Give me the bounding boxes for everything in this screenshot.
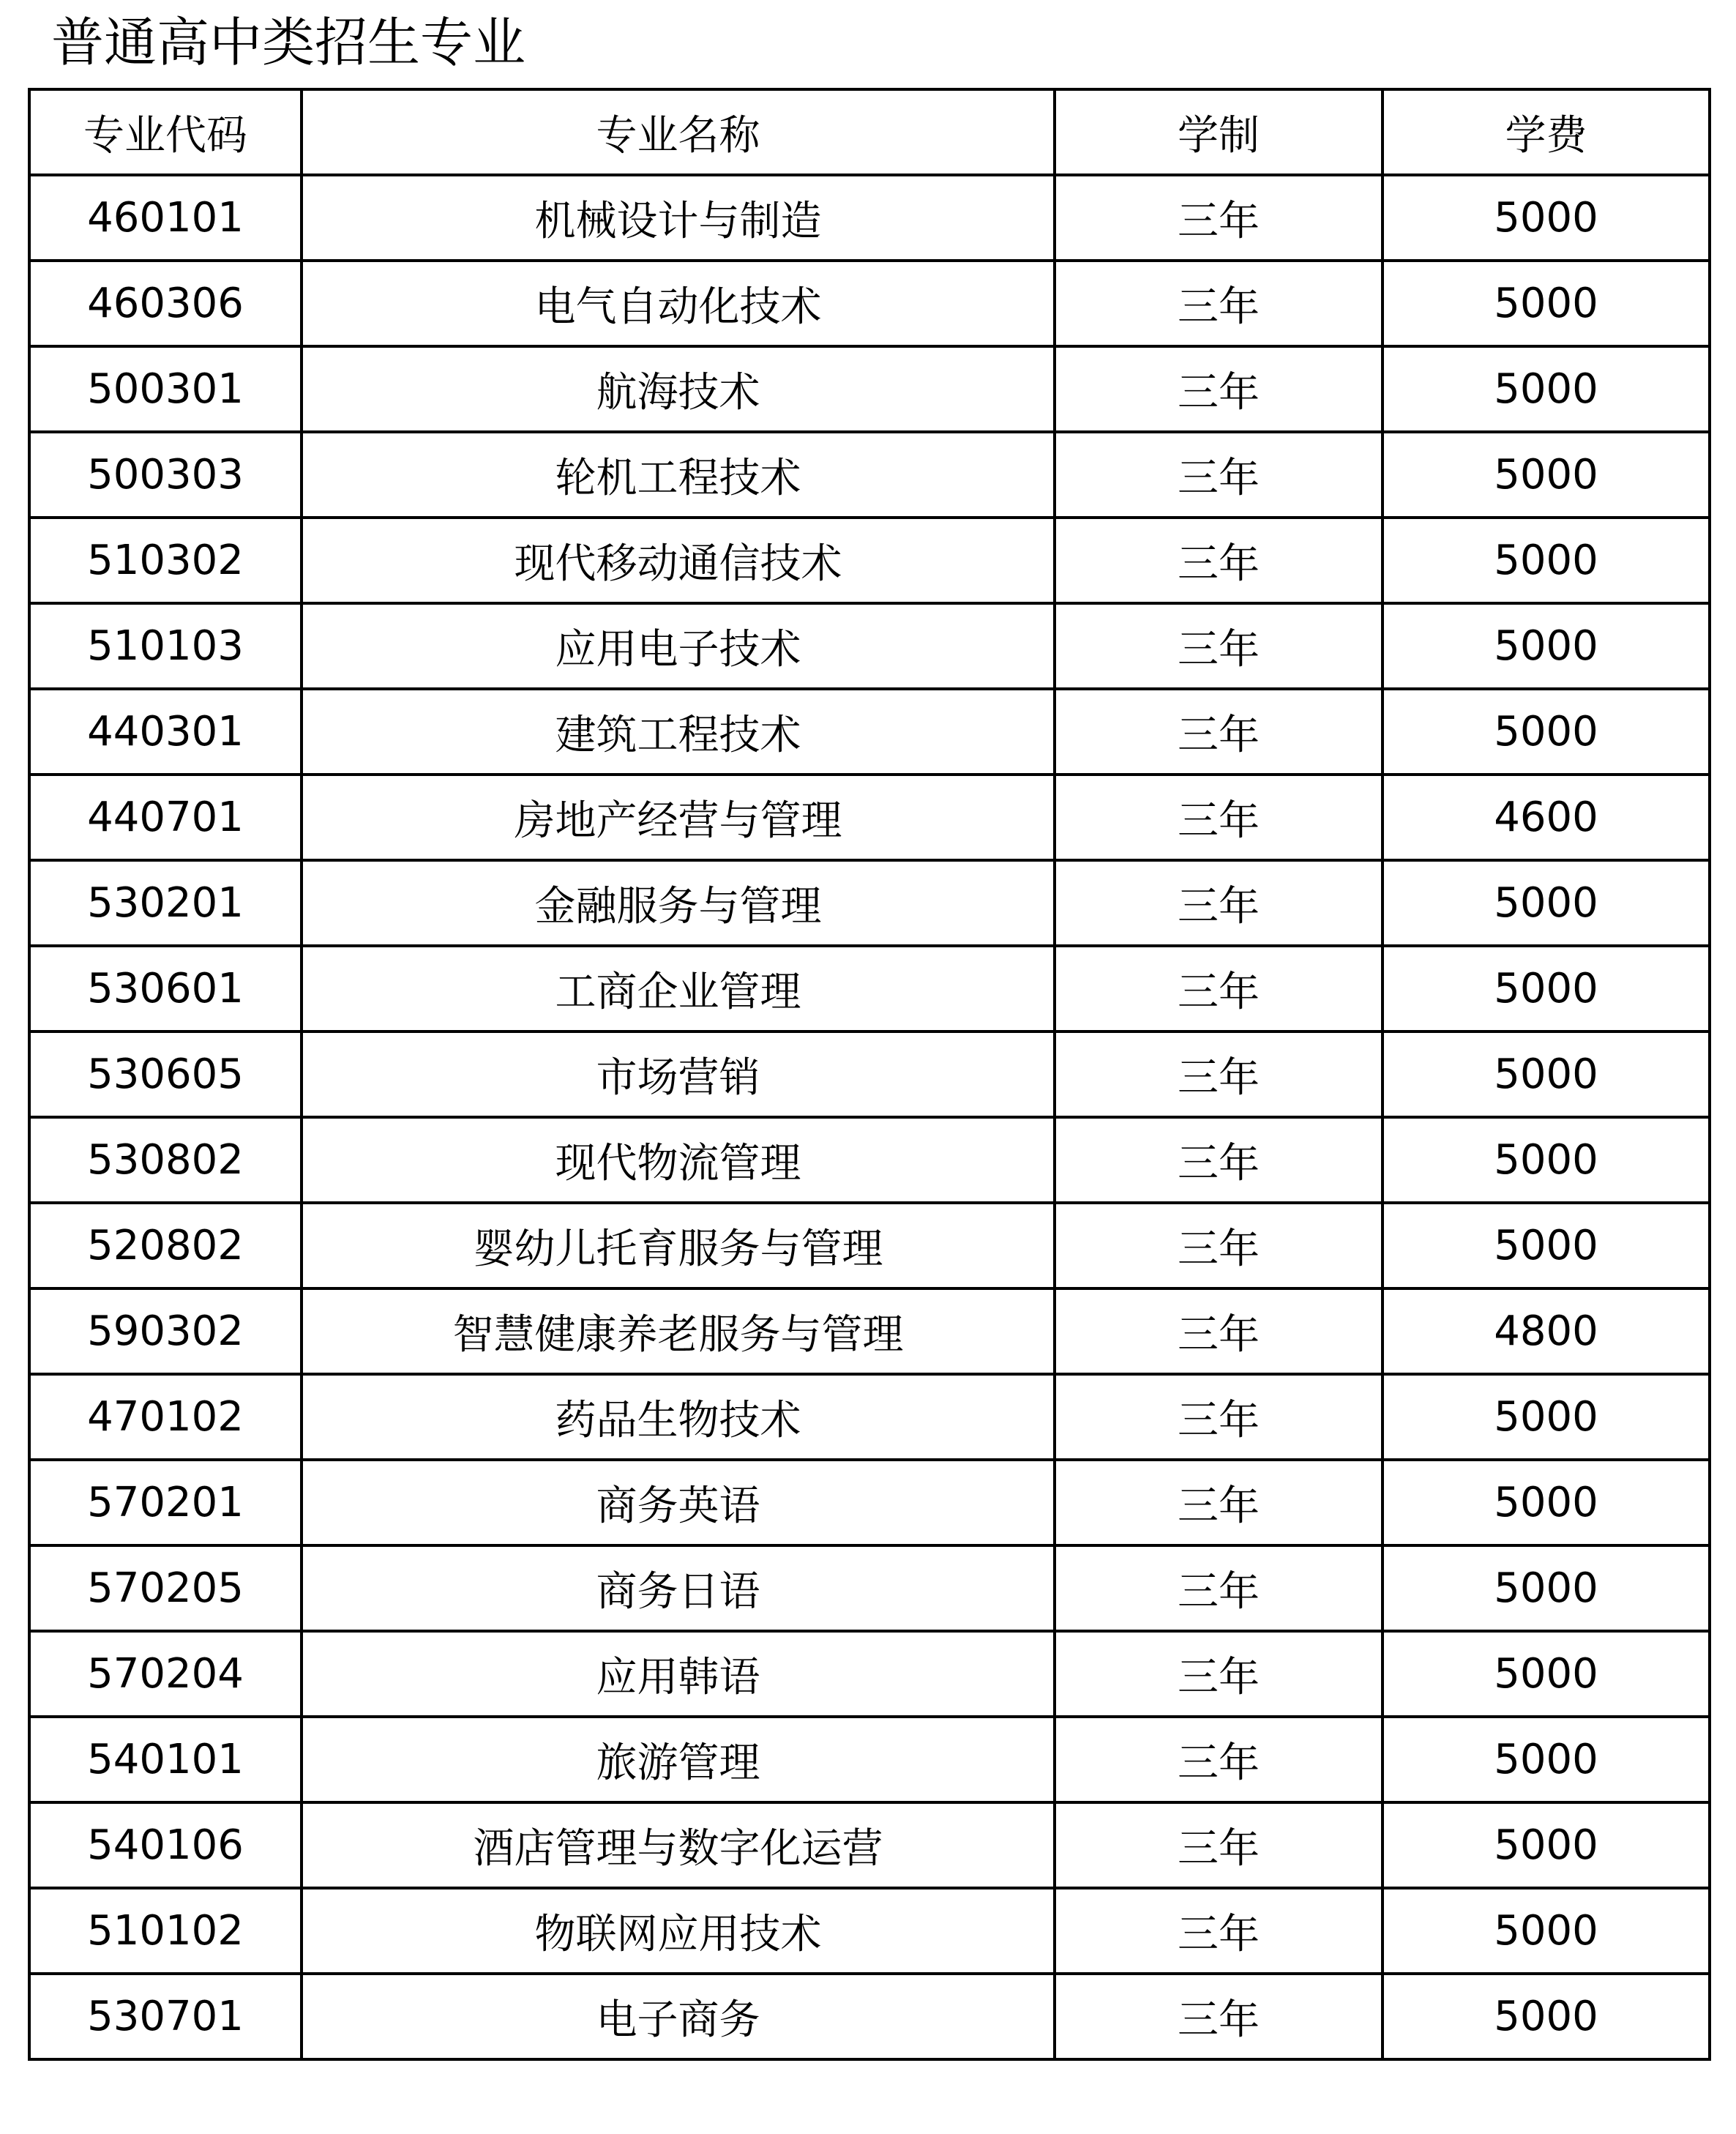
duration-cell: 三年 — [1055, 860, 1383, 946]
duration-cell: 三年 — [1055, 1203, 1383, 1288]
major-code-cell: 530601 — [29, 946, 302, 1031]
major-code-cell: 500301 — [29, 346, 302, 432]
table-row — [29, 1545, 1710, 1631]
table-body — [29, 175, 1710, 2059]
tuition-cell: 5000 — [1383, 1545, 1710, 1631]
tuition-cell: 5000 — [1383, 261, 1710, 346]
major-name-cell: 智慧健康养老服务与管理 — [302, 1288, 1055, 1374]
table-row — [29, 1717, 1710, 1802]
major-name-cell: 应用电子技术 — [302, 603, 1055, 689]
major-name-cell: 现代物流管理 — [302, 1117, 1055, 1203]
major-name-cell: 物联网应用技术 — [302, 1888, 1055, 1974]
duration-cell: 三年 — [1055, 1888, 1383, 1974]
table-row — [29, 1374, 1710, 1460]
major-name-cell: 商务日语 — [302, 1545, 1055, 1631]
major-code-cell: 440301 — [29, 689, 302, 775]
major-name-cell: 市场营销 — [302, 1031, 1055, 1117]
tuition-cell: 5000 — [1383, 346, 1710, 432]
tuition-cell: 5000 — [1383, 1974, 1710, 2059]
table-row — [29, 346, 1710, 432]
major-name-cell: 婴幼儿托育服务与管理 — [302, 1203, 1055, 1288]
header-tuition: 学费 — [1383, 89, 1710, 175]
duration-cell: 三年 — [1055, 1031, 1383, 1117]
major-name-cell: 电气自动化技术 — [302, 261, 1055, 346]
tuition-cell: 5000 — [1383, 1374, 1710, 1460]
tuition-cell: 5000 — [1383, 603, 1710, 689]
major-code-cell: 510102 — [29, 1888, 302, 1974]
table-row — [29, 1460, 1710, 1545]
tuition-cell: 5000 — [1383, 1888, 1710, 1974]
page-title: 普通高中类招生专业 — [51, 12, 526, 73]
major-code-cell: 460306 — [29, 261, 302, 346]
major-code-cell: 540106 — [29, 1802, 302, 1888]
major-name-cell: 旅游管理 — [302, 1717, 1055, 1802]
table-row — [29, 603, 1710, 689]
major-code-cell: 590302 — [29, 1288, 302, 1374]
duration-cell: 三年 — [1055, 1802, 1383, 1888]
major-name-cell: 房地产经营与管理 — [302, 775, 1055, 860]
table-row — [29, 261, 1710, 346]
header-duration: 学制 — [1055, 89, 1383, 175]
duration-cell: 三年 — [1055, 1117, 1383, 1203]
tuition-cell: 5000 — [1383, 1117, 1710, 1203]
table-row — [29, 1117, 1710, 1203]
major-code-cell: 530701 — [29, 1974, 302, 2059]
major-name-cell: 应用韩语 — [302, 1631, 1055, 1717]
table-row — [29, 432, 1710, 518]
major-name-cell: 药品生物技术 — [302, 1374, 1055, 1460]
tuition-cell: 5000 — [1383, 1631, 1710, 1717]
tuition-cell: 5000 — [1383, 946, 1710, 1031]
tuition-cell: 5000 — [1383, 518, 1710, 603]
major-code-cell: 530802 — [29, 1117, 302, 1203]
header-major-code: 专业代码 — [29, 89, 302, 175]
duration-cell: 三年 — [1055, 1631, 1383, 1717]
duration-cell: 三年 — [1055, 518, 1383, 603]
table-row — [29, 1802, 1710, 1888]
duration-cell: 三年 — [1055, 1717, 1383, 1802]
tuition-cell: 5000 — [1383, 1717, 1710, 1802]
header-row — [29, 89, 1710, 175]
table-row — [29, 946, 1710, 1031]
tuition-cell: 4800 — [1383, 1288, 1710, 1374]
duration-cell: 三年 — [1055, 261, 1383, 346]
table-row — [29, 175, 1710, 261]
major-name-cell: 金融服务与管理 — [302, 860, 1055, 946]
tuition-cell: 5000 — [1383, 689, 1710, 775]
duration-cell: 三年 — [1055, 946, 1383, 1031]
major-name-cell: 商务英语 — [302, 1460, 1055, 1545]
major-name-cell: 工商企业管理 — [302, 946, 1055, 1031]
table-row — [29, 860, 1710, 946]
tuition-cell: 4600 — [1383, 775, 1710, 860]
major-code-cell: 530201 — [29, 860, 302, 946]
tuition-cell: 5000 — [1383, 1203, 1710, 1288]
major-name-cell: 航海技术 — [302, 346, 1055, 432]
major-name-cell: 轮机工程技术 — [302, 432, 1055, 518]
duration-cell: 三年 — [1055, 432, 1383, 518]
tuition-cell: 5000 — [1383, 1802, 1710, 1888]
major-code-cell: 570201 — [29, 1460, 302, 1545]
tuition-cell: 5000 — [1383, 860, 1710, 946]
major-name-cell: 机械设计与制造 — [302, 175, 1055, 261]
major-code-cell: 510103 — [29, 603, 302, 689]
major-code-cell: 530605 — [29, 1031, 302, 1117]
major-name-cell: 建筑工程技术 — [302, 689, 1055, 775]
major-code-cell: 440701 — [29, 775, 302, 860]
tuition-cell: 5000 — [1383, 432, 1710, 518]
tuition-cell: 5000 — [1383, 175, 1710, 261]
duration-cell: 三年 — [1055, 1974, 1383, 2059]
major-name-cell: 酒店管理与数字化运营 — [302, 1802, 1055, 1888]
tuition-cell: 5000 — [1383, 1031, 1710, 1117]
duration-cell: 三年 — [1055, 175, 1383, 261]
duration-cell: 三年 — [1055, 1545, 1383, 1631]
duration-cell: 三年 — [1055, 775, 1383, 860]
table-row — [29, 1203, 1710, 1288]
major-code-cell: 540101 — [29, 1717, 302, 1802]
major-code-cell: 470102 — [29, 1374, 302, 1460]
table-row — [29, 775, 1710, 860]
table-header — [29, 89, 1710, 175]
tuition-cell: 5000 — [1383, 1460, 1710, 1545]
duration-cell: 三年 — [1055, 1460, 1383, 1545]
table-row — [29, 1031, 1710, 1117]
table-row — [29, 1888, 1710, 1974]
duration-cell: 三年 — [1055, 1288, 1383, 1374]
duration-cell: 三年 — [1055, 346, 1383, 432]
table-row — [29, 689, 1710, 775]
duration-cell: 三年 — [1055, 603, 1383, 689]
major-name-cell: 电子商务 — [302, 1974, 1055, 2059]
duration-cell: 三年 — [1055, 689, 1383, 775]
major-code-cell: 510302 — [29, 518, 302, 603]
table-row — [29, 518, 1710, 603]
table-row — [29, 1288, 1710, 1374]
header-major-name: 专业名称 — [302, 89, 1055, 175]
major-code-cell: 500303 — [29, 432, 302, 518]
major-code-cell: 460101 — [29, 175, 302, 261]
duration-cell: 三年 — [1055, 1374, 1383, 1460]
major-name-cell: 现代移动通信技术 — [302, 518, 1055, 603]
major-code-cell: 570205 — [29, 1545, 302, 1631]
table-row — [29, 1974, 1710, 2059]
major-code-cell: 520802 — [29, 1203, 302, 1288]
majors-table — [28, 88, 1711, 2061]
table-row — [29, 1631, 1710, 1717]
major-code-cell: 570204 — [29, 1631, 302, 1717]
